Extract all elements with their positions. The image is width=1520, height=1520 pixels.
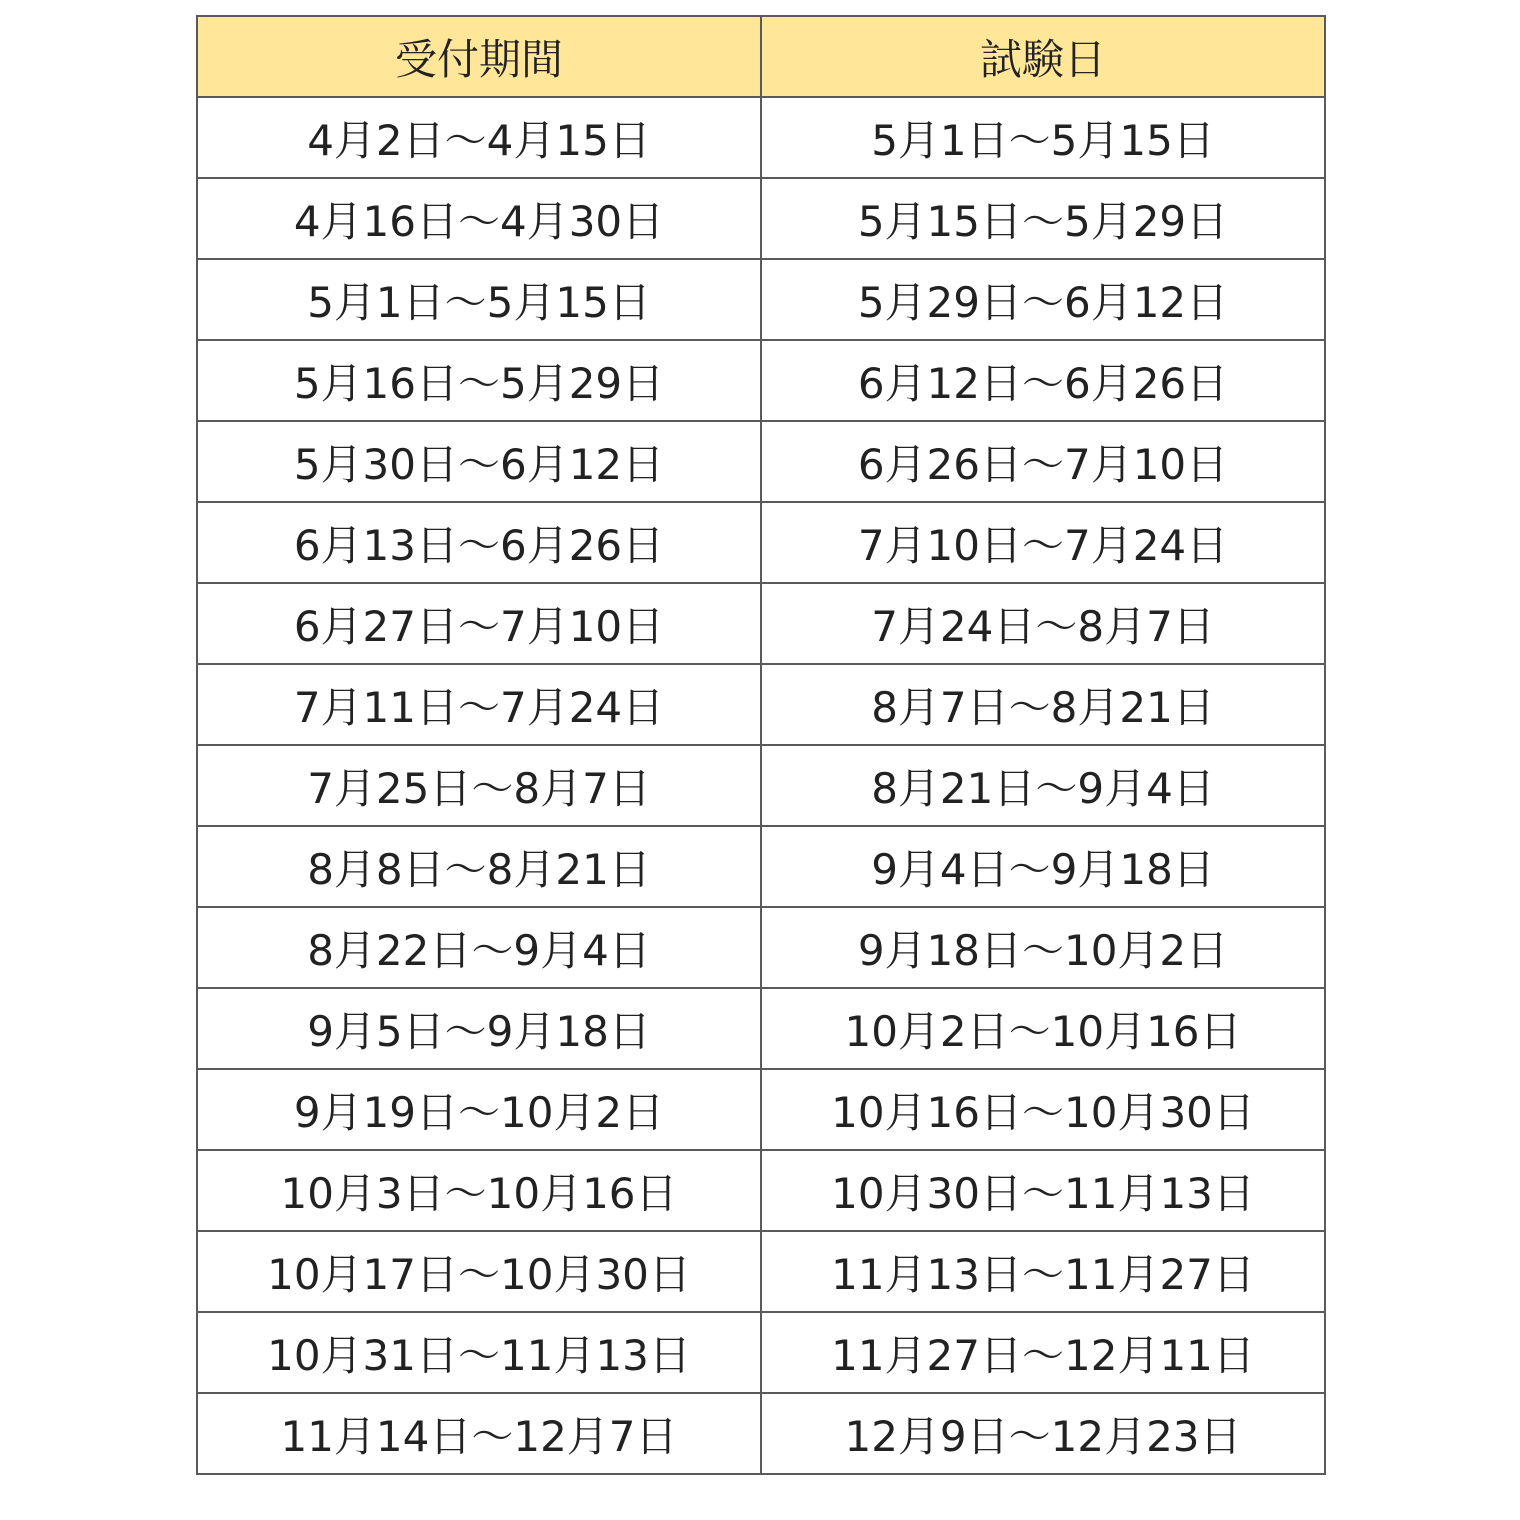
exam-dates-cell: 6月26日〜7月10日 [761, 421, 1325, 502]
application-period-cell: 5月1日〜5月15日 [197, 259, 761, 340]
exam-dates-cell: 9月18日〜10月2日 [761, 907, 1325, 988]
exam-dates-cell: 12月9日〜12月23日 [761, 1393, 1325, 1474]
exam-dates-cell: 5月29日〜6月12日 [761, 259, 1325, 340]
exam-dates-cell: 9月4日〜9月18日 [761, 826, 1325, 907]
schedule-table [196, 15, 1326, 1475]
application-period-cell: 6月27日〜7月10日 [197, 583, 761, 664]
application-period-cell: 9月5日〜9月18日 [197, 988, 761, 1069]
application-period-cell: 7月11日〜7月24日 [197, 664, 761, 745]
header-application-period: 受付期間 [197, 16, 761, 97]
application-period-cell: 8月8日〜8月21日 [197, 826, 761, 907]
table-row [197, 259, 1325, 340]
application-period-cell: 4月16日〜4月30日 [197, 178, 761, 259]
exam-dates-cell: 10月2日〜10月16日 [761, 988, 1325, 1069]
table-row [197, 664, 1325, 745]
exam-dates-cell: 5月1日〜5月15日 [761, 97, 1325, 178]
table-row [197, 340, 1325, 421]
application-period-cell: 8月22日〜9月4日 [197, 907, 761, 988]
exam-dates-cell: 5月15日〜5月29日 [761, 178, 1325, 259]
application-period-cell: 6月13日〜6月26日 [197, 502, 761, 583]
table-row [197, 1150, 1325, 1231]
application-period-cell: 10月31日〜11月13日 [197, 1312, 761, 1393]
table-row [197, 988, 1325, 1069]
application-period-cell: 11月14日〜12月7日 [197, 1393, 761, 1474]
table-body [197, 97, 1325, 1474]
exam-dates-cell: 8月21日〜9月4日 [761, 745, 1325, 826]
application-period-cell: 10月3日〜10月16日 [197, 1150, 761, 1231]
table-row [197, 1069, 1325, 1150]
table-row [197, 1393, 1325, 1474]
table-row [197, 97, 1325, 178]
table-row [197, 421, 1325, 502]
exam-dates-cell: 8月7日〜8月21日 [761, 664, 1325, 745]
header-row [197, 16, 1325, 97]
table-row [197, 745, 1325, 826]
application-period-cell: 10月17日〜10月30日 [197, 1231, 761, 1312]
exam-dates-cell: 6月12日〜6月26日 [761, 340, 1325, 421]
exam-dates-cell: 10月30日〜11月13日 [761, 1150, 1325, 1231]
exam-dates-cell: 10月16日〜10月30日 [761, 1069, 1325, 1150]
table-row [197, 826, 1325, 907]
exam-dates-cell: 7月24日〜8月7日 [761, 583, 1325, 664]
exam-dates-cell: 11月27日〜12月11日 [761, 1312, 1325, 1393]
header-exam-dates: 試験日 [761, 16, 1325, 97]
application-period-cell: 9月19日〜10月2日 [197, 1069, 761, 1150]
table-row [197, 1312, 1325, 1393]
exam-dates-cell: 11月13日〜11月27日 [761, 1231, 1325, 1312]
table-row [197, 1231, 1325, 1312]
table-header [197, 16, 1325, 97]
table-row [197, 583, 1325, 664]
application-period-cell: 5月30日〜6月12日 [197, 421, 761, 502]
table-row [197, 178, 1325, 259]
application-period-cell: 5月16日〜5月29日 [197, 340, 761, 421]
table-row [197, 502, 1325, 583]
exam-dates-cell: 7月10日〜7月24日 [761, 502, 1325, 583]
application-period-cell: 7月25日〜8月7日 [197, 745, 761, 826]
application-period-cell: 4月2日〜4月15日 [197, 97, 761, 178]
table-row [197, 907, 1325, 988]
